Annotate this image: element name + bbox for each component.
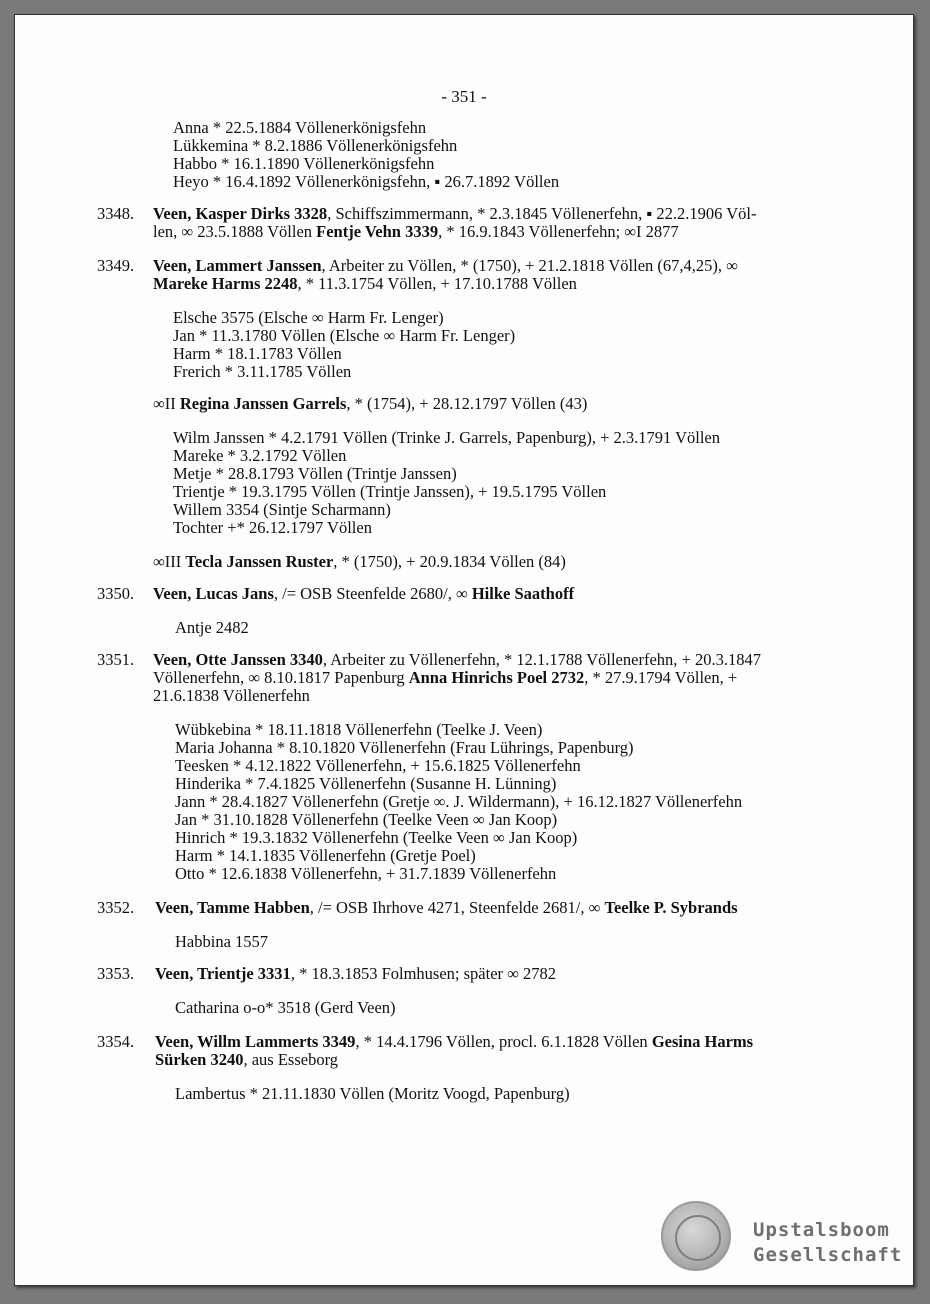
bold-name: Gesina Harms bbox=[651, 1032, 754, 1051]
text-line bbox=[173, 483, 606, 501]
text-line bbox=[175, 811, 557, 829]
line-text: Jann * 28.4.1827 Völlenerfehn (Gretje ∞. J. Wildermann), + 16.12.1827 Völlenerfehn bbox=[175, 792, 743, 811]
text-line bbox=[173, 309, 444, 327]
line-text: Habbina 1557 bbox=[175, 932, 269, 951]
line-text: Harm * 14.1.1835 Völlenerfehn (Gretje Poel) bbox=[175, 846, 476, 865]
text-line bbox=[175, 757, 581, 775]
bold-name: Veen, Lucas Jans bbox=[153, 584, 274, 603]
line-text: Jan * 31.10.1828 Völlenerfehn (Teelke Veen ∞ Jan Koop) bbox=[175, 810, 558, 829]
text-line bbox=[175, 775, 556, 793]
text-line bbox=[153, 395, 587, 413]
line-text: Hinrich * 19.3.1832 Völlenerfehn (Teelke Veen ∞ Jan Koop) bbox=[175, 828, 578, 847]
text-line bbox=[175, 847, 476, 865]
text-line bbox=[155, 965, 556, 983]
text-line bbox=[175, 1085, 570, 1103]
society-seal-logo bbox=[661, 1201, 731, 1271]
line-text: Völlenerfehn, ∞ 8.10.1817 Papenburg bbox=[153, 668, 409, 687]
line-text: Jan * 11.3.1780 Völlen (Elsche ∞ Harm Fr. Lenger) bbox=[173, 326, 516, 345]
line-text: ∞II bbox=[153, 394, 180, 413]
line-text: Willem 3354 (Sintje Scharmann) bbox=[173, 500, 391, 519]
entry-number: 3349. bbox=[97, 256, 135, 275]
text-line bbox=[155, 1033, 753, 1051]
text-line bbox=[153, 687, 310, 705]
text-line bbox=[175, 829, 577, 847]
line-text: , aus Esseborg bbox=[243, 1050, 339, 1069]
line-text: , Arbeiter zu Völlen, * (1750), + 21.2.1818 Völlen (67,4,25), ∞ bbox=[321, 256, 738, 275]
bold-name: Veen, Kasper Dirks 3328 bbox=[153, 204, 328, 223]
text-line bbox=[155, 899, 738, 917]
text-line bbox=[153, 669, 737, 687]
text-line bbox=[173, 501, 391, 519]
text-line bbox=[173, 465, 457, 483]
line-text: , * 14.4.1796 Völlen, procl. 6.1.1828 Völlen bbox=[355, 1032, 652, 1051]
bold-name: Regina Janssen Garrels bbox=[179, 394, 347, 413]
brand-line-1: Upstalsboom bbox=[753, 1219, 890, 1241]
text-line bbox=[175, 739, 634, 757]
entry-number: 3351. bbox=[97, 650, 135, 669]
text-line bbox=[173, 363, 351, 381]
line-text: Harm * 18.1.1783 Völlen bbox=[173, 344, 342, 363]
line-text: Teesken * 4.12.1822 Völlenerfehn, + 15.6.1825 Völlenerfehn bbox=[175, 756, 581, 775]
bold-name: Sürken 3240 bbox=[155, 1050, 244, 1069]
line-text: , /= OSB Ihrhove 4271, Steenfelde 2681/, ∞ bbox=[309, 898, 605, 917]
text-line bbox=[175, 793, 742, 811]
entry-number: 3352. bbox=[97, 898, 135, 917]
bold-name: Anna Hinrichs Poel 2732 bbox=[408, 668, 585, 687]
text-line bbox=[153, 223, 679, 241]
text-line bbox=[173, 519, 372, 537]
line-text: Anna * 22.5.1884 Völlenerkönigsfehn bbox=[173, 118, 427, 137]
bold-name: Hilke Saathoff bbox=[471, 584, 575, 603]
line-text: Lambertus * 21.11.1830 Völlen (Moritz Voogd, Papenburg) bbox=[175, 1084, 570, 1103]
entry-number: 3353. bbox=[97, 964, 135, 983]
text-line bbox=[173, 429, 720, 447]
bold-name: Veen, Otte Janssen 3340 bbox=[153, 650, 323, 669]
text-line bbox=[173, 173, 559, 191]
brand-line-2: Gesellschaft bbox=[753, 1244, 903, 1266]
line-text: Tochter +* 26.12.1797 Völlen bbox=[173, 518, 372, 537]
document-page bbox=[14, 14, 914, 1286]
bold-name: Veen, Tamme Habben bbox=[155, 898, 310, 917]
text-line bbox=[153, 553, 566, 571]
line-text: , * (1754), + 28.12.1797 Völlen (43) bbox=[346, 394, 588, 413]
text-line bbox=[155, 1051, 338, 1069]
text-line bbox=[153, 205, 756, 223]
line-text: Otto * 12.6.1838 Völlenerfehn, + 31.7.1839 Völlenerfehn bbox=[175, 864, 557, 883]
text-line bbox=[173, 345, 342, 363]
page-number: - 351 - bbox=[441, 87, 487, 106]
line-text: , * (1750), + 20.9.1834 Völlen (84) bbox=[333, 552, 566, 571]
line-text: 21.6.1838 Völlenerfehn bbox=[153, 686, 310, 705]
bold-name: Mareke Harms 2248 bbox=[153, 274, 298, 293]
bold-name: Teelke P. Sybrands bbox=[604, 898, 738, 917]
line-text: Habbo * 16.1.1890 Völlenerkönigsfehn bbox=[173, 154, 435, 173]
line-text: Heyo * 16.4.1892 Völlenerkönigsfehn, ▪ 26.7.1892 Völlen bbox=[173, 172, 560, 191]
line-text: ∞III bbox=[153, 552, 186, 571]
line-text: , /= OSB Steenfelde 2680/, ∞ bbox=[273, 584, 472, 603]
line-text: , Schiffszimmermann, * 2.3.1845 Völlenerfehn, ▪ 22.2.1906 Völ- bbox=[327, 204, 757, 223]
entry-number: 3350. bbox=[97, 584, 135, 603]
line-text: len, ∞ 23.5.1888 Völlen bbox=[153, 222, 317, 241]
bold-name: Veen, Trientje 3331 bbox=[155, 964, 291, 983]
line-text: Trientje * 19.3.1795 Völlen (Trintje Janssen), + 19.5.1795 Völlen bbox=[173, 482, 607, 501]
text-line bbox=[175, 619, 249, 637]
line-text: , * 16.9.1843 Völlenerfehn; ∞I 2877 bbox=[438, 222, 679, 241]
line-text: Elsche 3575 (Elsche ∞ Harm Fr. Lenger) bbox=[173, 308, 444, 327]
entry-number: 3354. bbox=[97, 1032, 135, 1051]
line-text: Lükkemina * 8.2.1886 Völlenerkönigsfehn bbox=[173, 136, 458, 155]
bold-name: Veen, Lammert Janssen bbox=[153, 256, 322, 275]
line-text: Catharina o-o* 3518 (Gerd Veen) bbox=[175, 998, 396, 1017]
line-text: Antje 2482 bbox=[175, 618, 249, 637]
text-line bbox=[173, 119, 426, 137]
line-text: , Arbeiter zu Völlenerfehn, * 12.1.1788 Völlenerfehn, + 20.3.1847 bbox=[322, 650, 761, 669]
entry-number: 3348. bbox=[97, 204, 135, 223]
line-text: Wilm Janssen * 4.2.1791 Völlen (Trinke J. Garrels, Papenburg), + 2.3.1791 Völlen bbox=[173, 428, 720, 447]
text-line bbox=[173, 137, 457, 155]
line-text: , * 27.9.1794 Völlen, + bbox=[584, 668, 738, 687]
line-text: Wübkebina * 18.11.1818 Völlenerfehn (Teelke J. Veen) bbox=[175, 720, 543, 739]
text-line bbox=[153, 275, 577, 293]
bold-name: Veen, Willm Lammerts 3349 bbox=[155, 1032, 356, 1051]
text-line bbox=[175, 999, 396, 1017]
line-text: Mareke * 3.2.1792 Völlen bbox=[173, 446, 347, 465]
text-line bbox=[175, 933, 268, 951]
line-text: Hinderika * 7.4.1825 Völlenerfehn (Susanne H. Lünning) bbox=[175, 774, 557, 793]
text-line bbox=[153, 585, 574, 603]
text-line bbox=[175, 721, 542, 739]
line-text: , * 18.3.1853 Folmhusen; später ∞ 2782 bbox=[290, 964, 557, 983]
text-line bbox=[175, 865, 556, 883]
line-text: Frerich * 3.11.1785 Völlen bbox=[173, 362, 352, 381]
bold-name: Tecla Janssen Ruster bbox=[185, 552, 334, 571]
line-text: , * 11.3.1754 Völlen, + 17.10.1788 Völlen bbox=[297, 274, 577, 293]
text-line bbox=[173, 447, 346, 465]
text-line bbox=[173, 327, 515, 345]
line-text: Metje * 28.8.1793 Völlen (Trintje Janssen) bbox=[173, 464, 457, 483]
text-line bbox=[153, 257, 738, 275]
line-text: Maria Johanna * 8.10.1820 Völlenerfehn (Frau Lührings, Papenburg) bbox=[175, 738, 634, 757]
bold-name: Fentje Vehn 3339 bbox=[316, 222, 439, 241]
text-line bbox=[173, 155, 434, 173]
text-line bbox=[153, 651, 761, 669]
